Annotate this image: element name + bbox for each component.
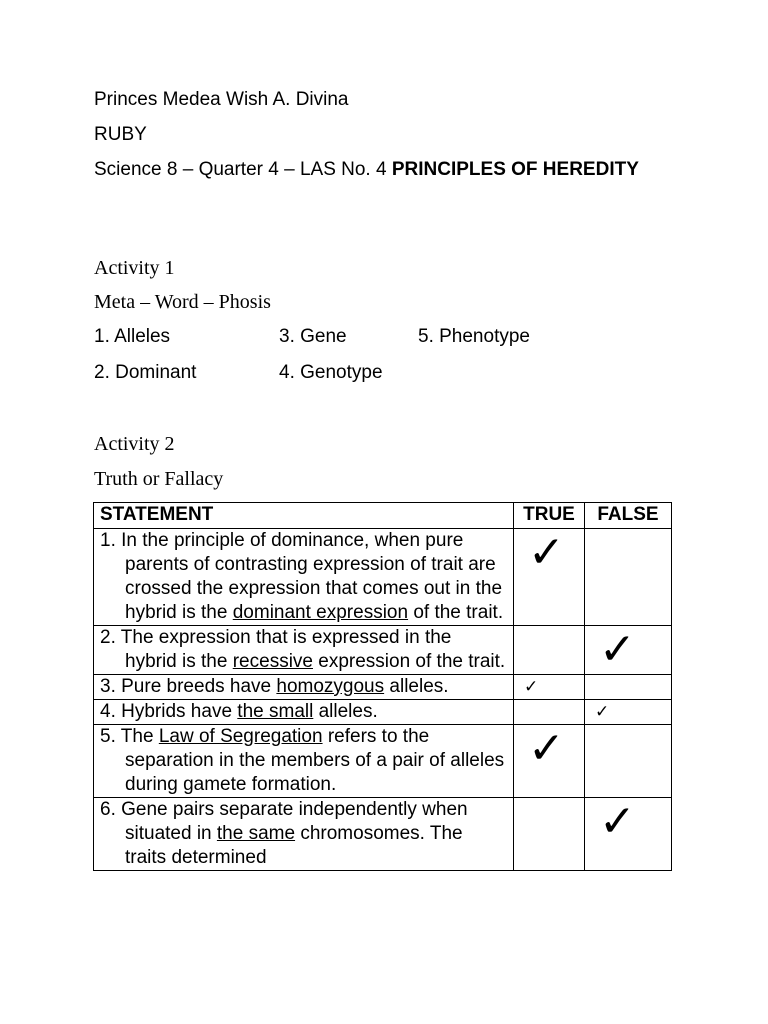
false-cell xyxy=(585,798,672,871)
table-header-row xyxy=(94,503,672,529)
table-row xyxy=(94,725,672,798)
statement-underlined: the small xyxy=(237,701,314,722)
statement-underlined: dominant expression xyxy=(232,602,409,623)
true-cell xyxy=(514,798,585,871)
statement-pre: 6. Gene pairs separate independently when situated in xyxy=(100,799,468,844)
statement-pre: 2. The expression that is expressed in the hybrid is the xyxy=(100,627,452,672)
statement-cell xyxy=(94,798,514,871)
statement-underlined: Law of Segregation xyxy=(158,726,323,747)
statement-underlined: the same xyxy=(216,823,296,844)
statement-post: alleles. xyxy=(313,701,378,722)
term-5: 5. Phenotype xyxy=(418,326,530,347)
statement-post: of the trait. xyxy=(408,602,504,623)
checkmark-icon: ✓ xyxy=(599,796,636,847)
true-cell xyxy=(514,700,585,725)
table-row xyxy=(94,626,672,675)
true-cell xyxy=(514,529,585,626)
true-cell xyxy=(514,675,585,700)
table-row xyxy=(94,798,672,871)
term-4: 4. Genotype xyxy=(279,362,383,383)
statement-pre: 4. Hybrids have xyxy=(100,701,238,722)
true-cell xyxy=(514,626,585,675)
statement-text xyxy=(100,626,507,674)
statement-underlined: recessive xyxy=(232,651,313,672)
term-3: 3. Gene xyxy=(279,326,347,347)
false-cell xyxy=(585,725,672,798)
statement-pre: 1. In the principle of dominance, when pure parents of contrasting expression of trait are crossed the expression that comes out in the hybrid is the xyxy=(100,530,503,623)
statement-underlined: homozygous xyxy=(276,676,385,697)
false-cell xyxy=(585,529,672,626)
statement-pre: 3. Pure breeds have xyxy=(100,676,277,697)
false-cell xyxy=(585,626,672,675)
table-row xyxy=(94,700,672,725)
checkmark-icon: ✓ xyxy=(524,677,539,697)
header-true: TRUE xyxy=(514,503,585,529)
statement-cell xyxy=(94,725,514,798)
lesson-title-prefix: Science 8 – Quarter 4 – LAS No. 4 xyxy=(94,159,392,180)
term-2: 2. Dominant xyxy=(94,362,197,383)
header-false: FALSE xyxy=(585,503,672,529)
statement-text xyxy=(100,529,507,625)
true-cell xyxy=(514,725,585,798)
false-cell xyxy=(585,700,672,725)
statement-cell xyxy=(94,626,514,675)
statement-text xyxy=(100,700,507,724)
activity1-title: Activity 1 xyxy=(94,257,175,279)
statement-post: alleles. xyxy=(384,676,449,697)
truth-or-fallacy-table xyxy=(93,502,672,871)
table-row xyxy=(94,529,672,626)
section-name: RUBY xyxy=(94,124,147,145)
checkmark-icon: ✓ xyxy=(595,702,610,722)
statement-post: refers to the separation in the members of a pair of alleles during gamete formation. xyxy=(125,726,505,795)
term-1: 1. Alleles xyxy=(94,326,171,347)
table-row xyxy=(94,675,672,700)
lesson-title-bold: PRINCIPLES OF HEREDITY xyxy=(391,159,639,180)
statement-cell xyxy=(94,529,514,626)
lesson-title xyxy=(94,157,654,183)
activity1-subtitle: Meta – Word – Phosis xyxy=(94,291,271,313)
statement-pre: 5. The xyxy=(100,726,159,747)
statement-cell xyxy=(94,675,514,700)
statement-text xyxy=(100,675,507,699)
checkmark-icon: ✓ xyxy=(528,527,565,578)
header-statement: STATEMENT xyxy=(94,503,514,529)
statement-text xyxy=(100,725,507,797)
student-name: Princes Medea Wish A. Divina xyxy=(94,89,349,110)
statement-text xyxy=(100,798,507,870)
statement-cell xyxy=(94,700,514,725)
false-cell xyxy=(585,675,672,700)
statement-post: chromosomes. The traits determined xyxy=(125,823,463,868)
activity2-subtitle: Truth or Fallacy xyxy=(94,468,224,490)
statement-post: expression of the trait. xyxy=(312,651,506,672)
activity2-title: Activity 2 xyxy=(94,433,175,455)
checkmark-icon: ✓ xyxy=(528,723,565,774)
checkmark-icon: ✓ xyxy=(599,624,636,675)
